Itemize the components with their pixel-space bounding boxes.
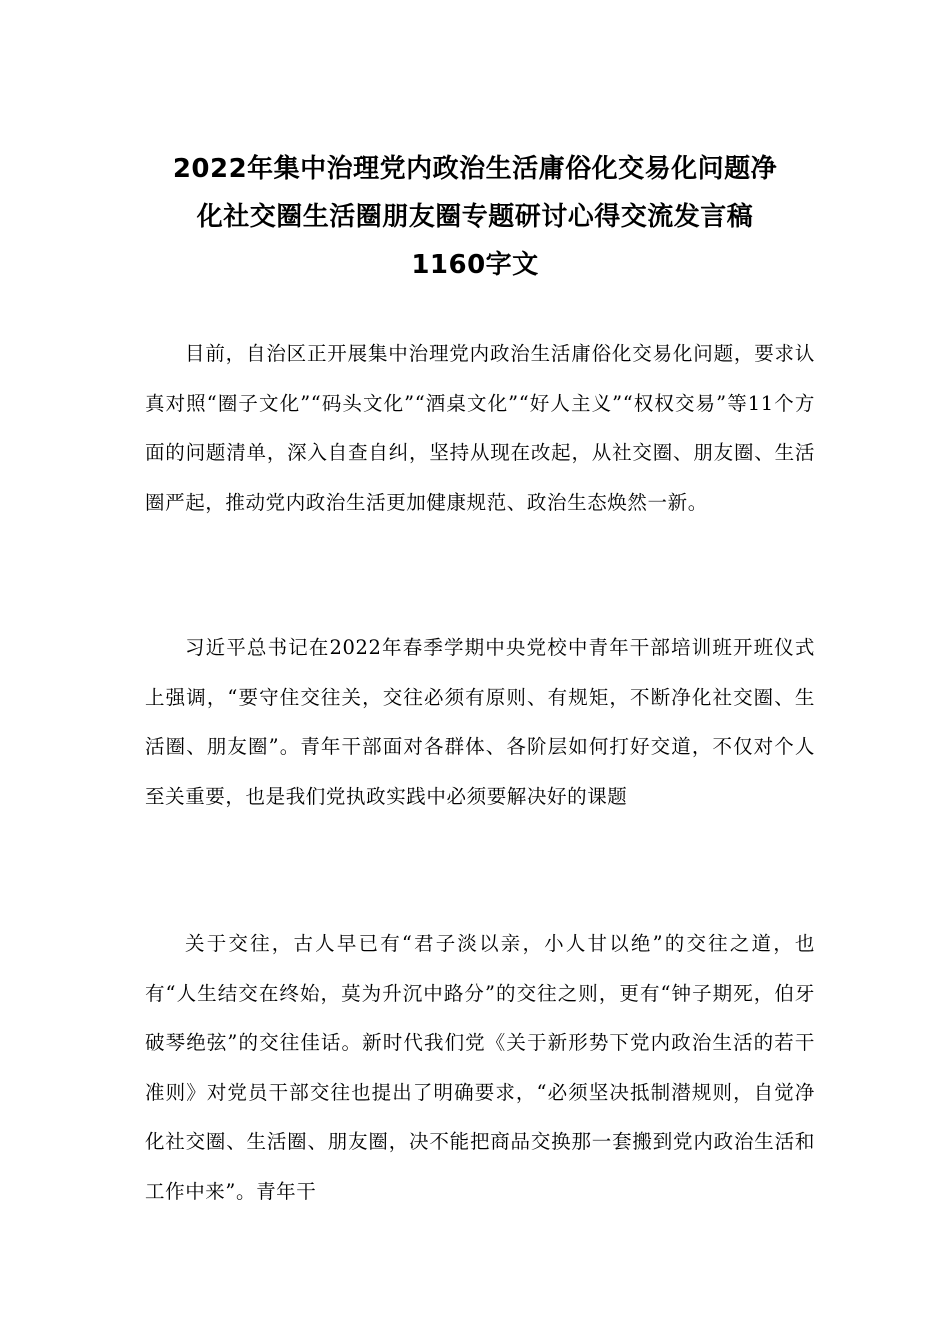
title-line-2: 化社交圈生活圈朋友圈专题研讨心得交流发言稿 bbox=[196, 202, 754, 233]
paragraph-1: 目前，自治区正开展集中治理党内政治生活庸俗化交易化问题，要求认真对照“圈子文化”“码头文化”“酒桌文化”“好人主义”“权权交易”等11个方面的问题清单，深入自查自纠，坚持从现在改起，从社交圈、朋友圈、生活圈严起，推动党内政治生活更加健康规范、政治生态焕然一新。 bbox=[145, 342, 815, 514]
title-line-1: 2022年集中治理党内政治生活庸俗化交易化问题净 bbox=[172, 154, 778, 185]
document-title bbox=[120, 145, 830, 289]
paragraph-2: 习近平总书记在2022年春季学期中央党校中青年干部培训班开班仪式上强调，“要守住交往关，交往必须有原则、有规矩，不断净化社交圈、生活圈、朋友圈”。青年干部面对各群体、各阶层如何打好交道，不仅对个人至关重要，也是我们党执政实践中必须要解决好的课题 bbox=[145, 636, 815, 808]
title-line-3: 1160字文 bbox=[411, 250, 539, 281]
paragraph-3: 关于交往，古人早已有“君子淡以亲，小人甘以绝”的交往之道，也有“人生结交在终始，莫为升沉中路分”的交往之则，更有“钟子期死，伯牙破琴绝弦”的交往佳话。新时代我们党《关于新形势下党内政治生活的若干准则》对党员干部交往也提出了明确要求，“必须坚决抵制潜规则，自觉净化社交圈、生活圈、朋友圈，决不能把商品交换那一套搬到党内政治生活和工作中来”。青年干 bbox=[145, 932, 815, 1203]
